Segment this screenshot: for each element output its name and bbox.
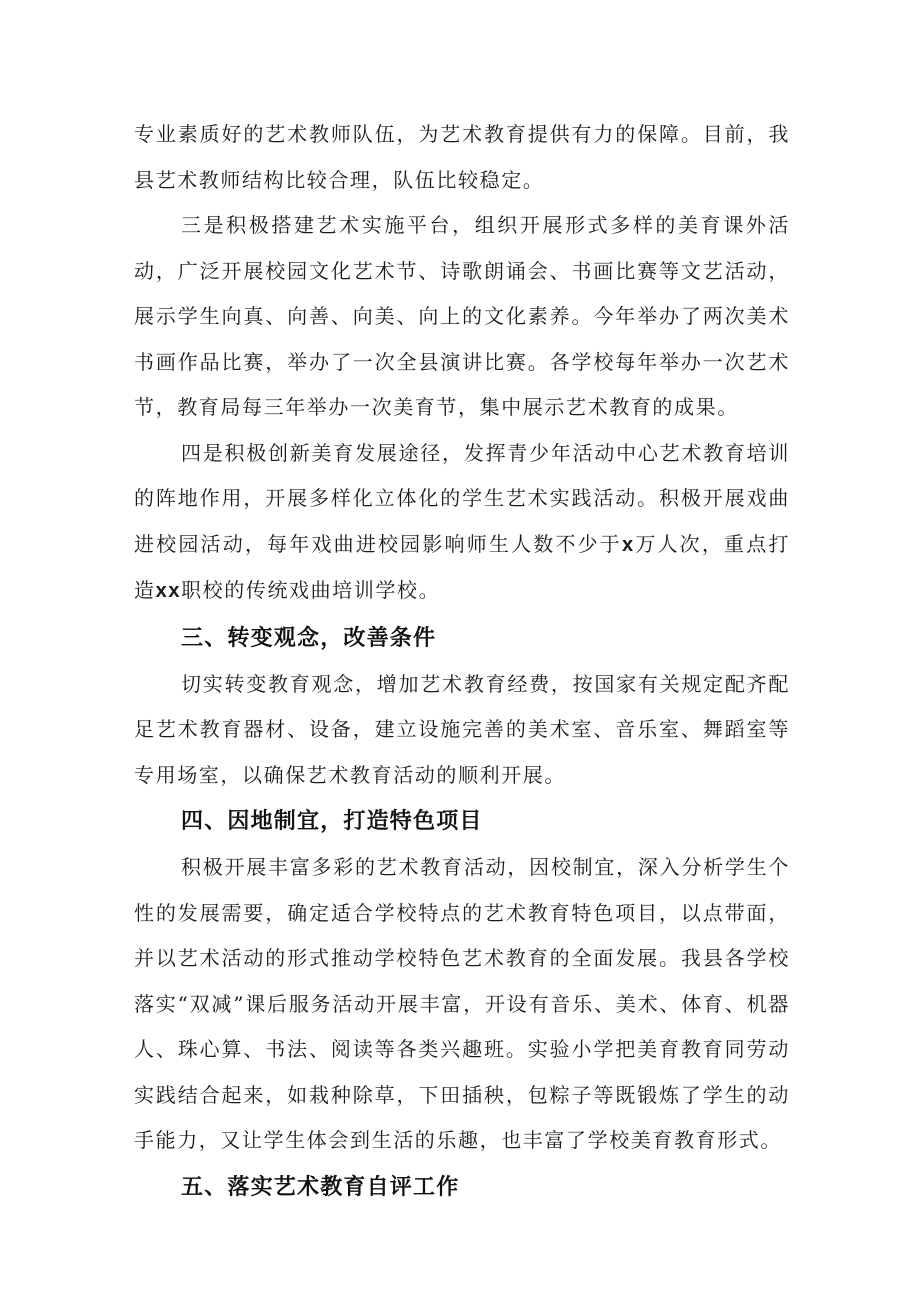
- paragraph-art-platform: 三是积极搭建艺术实施平台，组织开展形式多样的美育课外活动，广泛开展校园文化艺术节、诗歌朗诵会、书画比赛等文艺活动，展示学生向真、向善、向美、向上的文化素养。今年举办了两次美术书画作品比赛，举办了一次全县演讲比赛。各学校每年举办一次艺术节，教育局每三年举办一次美育节，集中展示艺术教育的成果。: [134, 213, 790, 419]
- document-body: [134, 112, 790, 1211]
- section-heading-3: 三、转变观念，改善条件: [181, 625, 437, 651]
- paragraph-art-innovation-part3: 职校的传统戏曲培训学校。: [181, 578, 441, 602]
- paragraph-art-innovation: [134, 431, 790, 615]
- paragraph-teacher-team: 专业素质好的艺术教师队伍，为艺术教育提供有力的保障。目前，我县艺术教师结构比较合理，队伍比较稳定。: [134, 122, 790, 192]
- placeholder-x: x: [622, 533, 635, 556]
- section-heading-4: 四、因地制宜，打造特色项目: [181, 809, 483, 834]
- paragraph-art-innovation-part2: 万人次，重点打造: [134, 531, 791, 602]
- section-heading-5: 五、落实艺术教育自评工作: [181, 1174, 460, 1200]
- placeholder-xx: xx: [155, 580, 182, 602]
- section-body-4: 积极开展丰富多彩的艺术教育活动，因校制宜，深入分析学生个性的发展需要，确定适合学校特点的艺术教育特色项目，以点带面，并以艺术活动的形式推动学校特色艺术教育的全面发展。我县各学校落实“双减”课后服务活动开展丰富，开设有音乐、美术、体育、机器人、珠心算、书法、阅读等各类兴趣班。实验小学把美育教育同劳动实践结合起来，如栽种除草，下田插秧，包粽子等既锻炼了学生的动手能力，又让学生体会到生活的乐趣，也丰富了学校美育教育形式。: [134, 855, 790, 1152]
- section-body-3: 切实转变教育观念，增加艺术教育经费，按国家有关规定配齐配足艺术教育器材、设备，建立设施完善的美术室、音乐室、舞蹈室等专用场室，以确保艺术教育活动的顺利开展。: [134, 671, 790, 787]
- paragraph-art-innovation-part1: 四是积极创新美育发展途径，发挥青少年活动中心艺术教育培训的阵地作用，开展多样化立体化的学生艺术实践活动。积极开展戏曲进校园活动，每年戏曲进校园影响师生人数不少于: [134, 440, 790, 556]
